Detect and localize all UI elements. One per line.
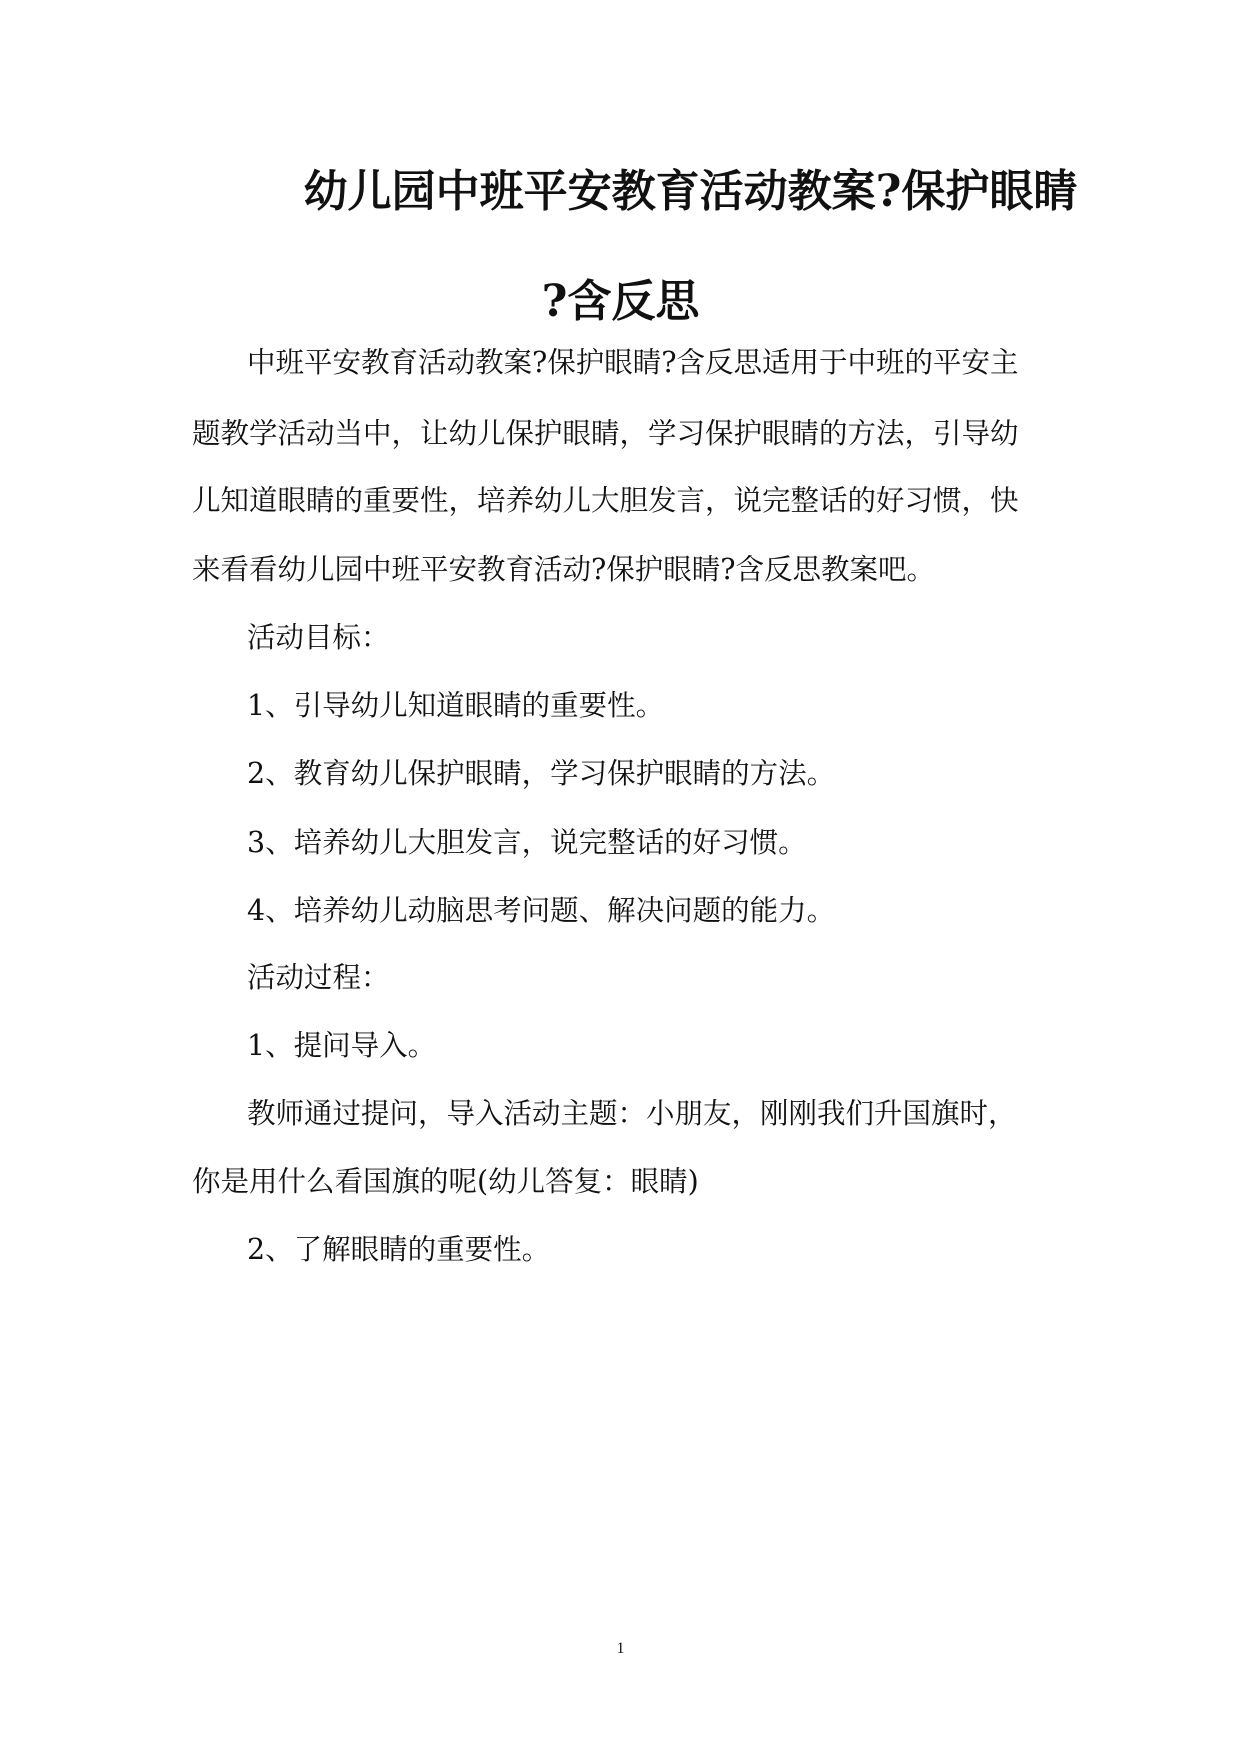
page-number: 1 <box>616 1640 625 1657</box>
intro-line-2: 题教学活动当中，让幼儿保护眼睛，学习保护眼睛的方法，引导幼 <box>192 417 1019 450</box>
document-title-line-1: 幼儿园中班平安教育活动教案?保护眼睛 <box>303 166 1078 217</box>
process-step-1-text-line-2: 你是用什么看国旗的呢(幼儿答复：眼睛) <box>192 1165 699 1198</box>
process-step-1: 1、提问导入。 <box>247 1029 437 1062</box>
intro-line-1: 中班平安教育活动教案?保护眼睛?含反思适用于中班的平安主 <box>247 346 1019 379</box>
intro-line-3: 儿知道眼睛的重要性，培养幼儿大胆发言，说完整话的好习惯，快 <box>192 484 1019 517</box>
process-step-2: 2、了解眼睛的重要性。 <box>247 1233 551 1266</box>
goal-item-1: 1、引导幼儿知道眼睛的重要性。 <box>247 689 665 722</box>
goal-item-4: 4、培养幼儿动脑思考问题、解决问题的能力。 <box>247 894 836 927</box>
process-step-1-text-line-1: 教师通过提问，导入活动主题：小朋友，刚刚我们升国旗时， <box>247 1097 1017 1130</box>
document-title-line-2: ?含反思 <box>541 276 700 327</box>
goal-item-3: 3、培养幼儿大胆发言，说完整话的好习惯。 <box>247 826 807 859</box>
intro-line-4: 来看看幼儿园中班平安教育活动?保护眼睛?含反思教案吧。 <box>192 553 936 586</box>
goals-heading: 活动目标： <box>247 621 390 654</box>
goal-item-2: 2、教育幼儿保护眼睛，学习保护眼睛的方法。 <box>247 757 836 790</box>
process-heading: 活动过程： <box>247 961 390 994</box>
